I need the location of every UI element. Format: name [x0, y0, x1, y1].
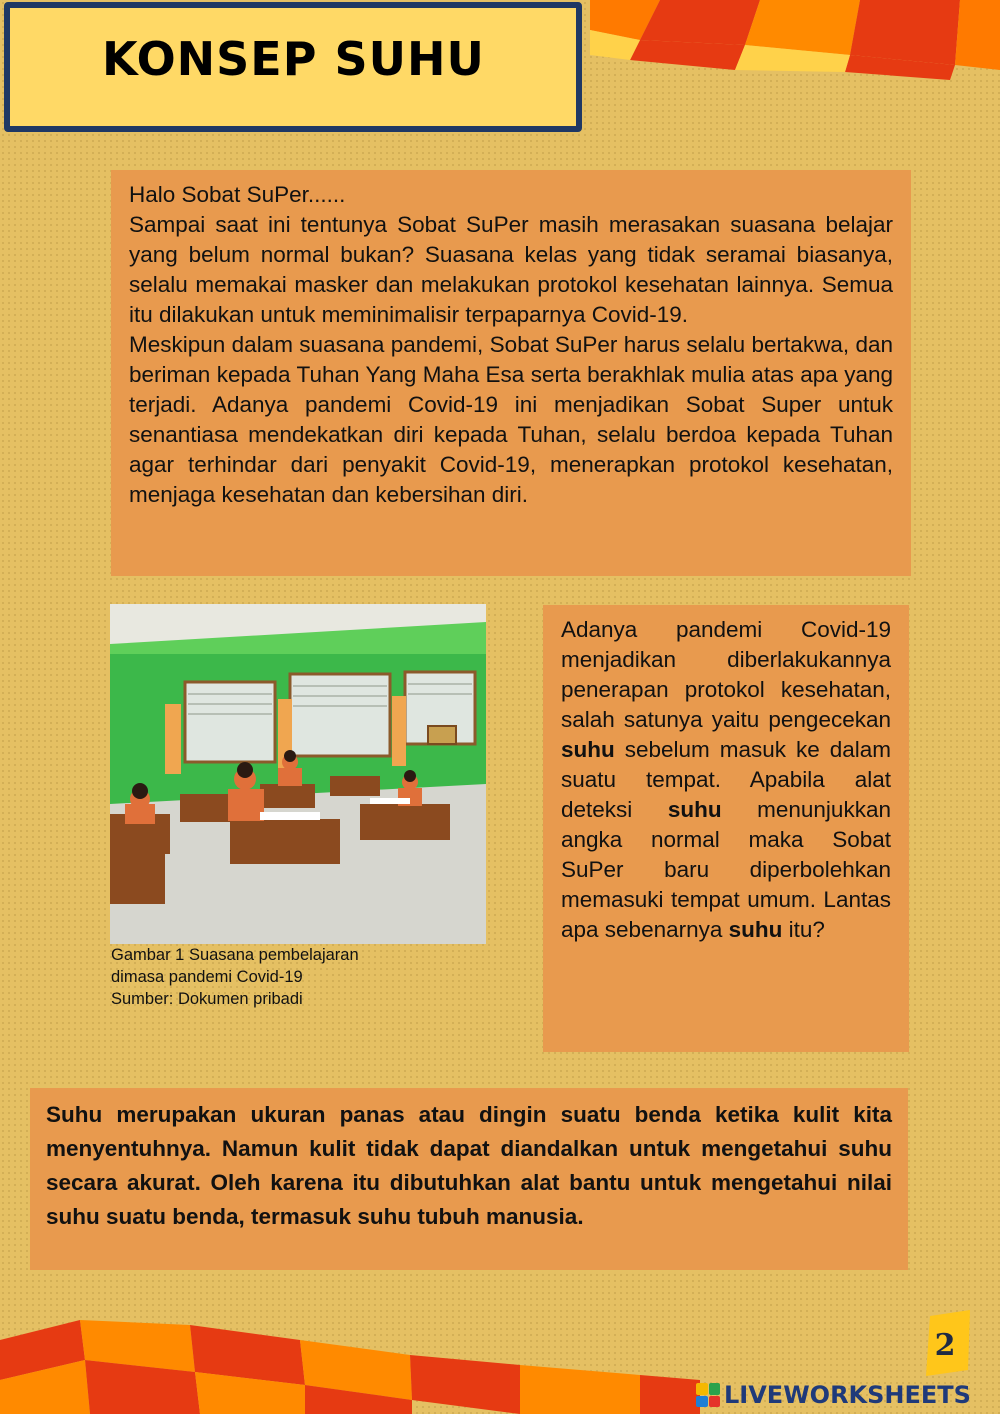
- keyword-suhu-3: suhu: [728, 917, 783, 942]
- intro-panel: [111, 170, 911, 576]
- definition-paragraph: [46, 1098, 892, 1234]
- intro-paragraph-2: Meskipun dalam suasana pandemi, Sobat SuPer harus selalu bertakwa, dan beriman kepada Tuhan Yang Maha Esa serta berakhlak mulia atas apa yang terjadi. Adanya pandemi Covid-19 ini menjadikan Sobat Super untuk senantiasa mendekatkan diri kepada Tuhan, selalu berdoa kepada Tuhan agar terhindar dari penyakit Covid-19, menerapkan protokol kesehatan, menjaga kesehatan dan kebersihan diri.: [129, 332, 893, 507]
- intro-paragraph-1: Sampai saat ini tentunya Sobat SuPer masih merasakan suasana belajar yang belum normal bukan? Suasana kelas yang tidak seramai biasanya, selalu memakai masker dan melakukan protokol kesehatan lainnya. Semua itu dilakukan untuk meminimalisir terpaparnya Covid-19.: [129, 212, 893, 327]
- definition-keyword: Suhu: [46, 1102, 103, 1127]
- caption-line-3: Sumber: Dokumen pribadi: [111, 990, 303, 1008]
- figure-caption: [111, 944, 441, 1010]
- side-paragraph: [561, 615, 891, 945]
- brand-name: LIVEWORKSHEETS: [724, 1381, 971, 1409]
- side-text-2: sebelum masuk ke dalam suatu tempat. Apabila alat deteksi: [561, 737, 891, 822]
- page-title: KONSEP SUHU: [102, 32, 485, 86]
- bottom-banner-pattern: [0, 1320, 700, 1414]
- classroom-image: [110, 604, 486, 944]
- page-number-badge: [920, 1310, 976, 1380]
- intro-greeting: Halo Sobat SuPer......: [129, 182, 346, 207]
- keyword-suhu-2: suhu: [667, 797, 722, 822]
- keyword-suhu-1: suhu: [561, 737, 615, 762]
- top-banner-pattern: [590, 0, 1000, 80]
- definition-text: merupakan ukuran panas atau dingin suatu benda ketika kulit kita menyentuhnya. Namun kulit tidak dapat diandalkan untuk mengetahui suhu secara akurat. Oleh karena itu dibutuhkan alat bantu untuk mengetahui nilai suhu suatu benda, termasuk suhu tubuh manusia.: [46, 1102, 892, 1229]
- caption-line-2: dimasa pandemi Covid-19: [111, 968, 303, 986]
- liveworksheets-brand[interactable]: [696, 1380, 971, 1410]
- page-number: 2: [934, 1328, 956, 1363]
- side-text-3: menunjukkan angka normal maka Sobat SuPer baru diperbolehkan memasuki tempat umum. Lantas apa sebenarnya: [561, 797, 891, 942]
- side-panel: [543, 605, 909, 1052]
- liveworksheets-logo-icon: [696, 1383, 720, 1407]
- side-text-1: Adanya pandemi Covid-19 menjadikan diberlakukannya penerapan protokol kesehatan, salah satunya yaitu pengecekan: [561, 617, 891, 732]
- caption-line-1: Gambar 1 Suasana pembelajaran: [111, 946, 359, 964]
- title-box: [4, 2, 582, 132]
- side-text-4: itu?: [788, 917, 825, 942]
- classroom-photo: [110, 604, 486, 944]
- definition-panel: [30, 1088, 908, 1270]
